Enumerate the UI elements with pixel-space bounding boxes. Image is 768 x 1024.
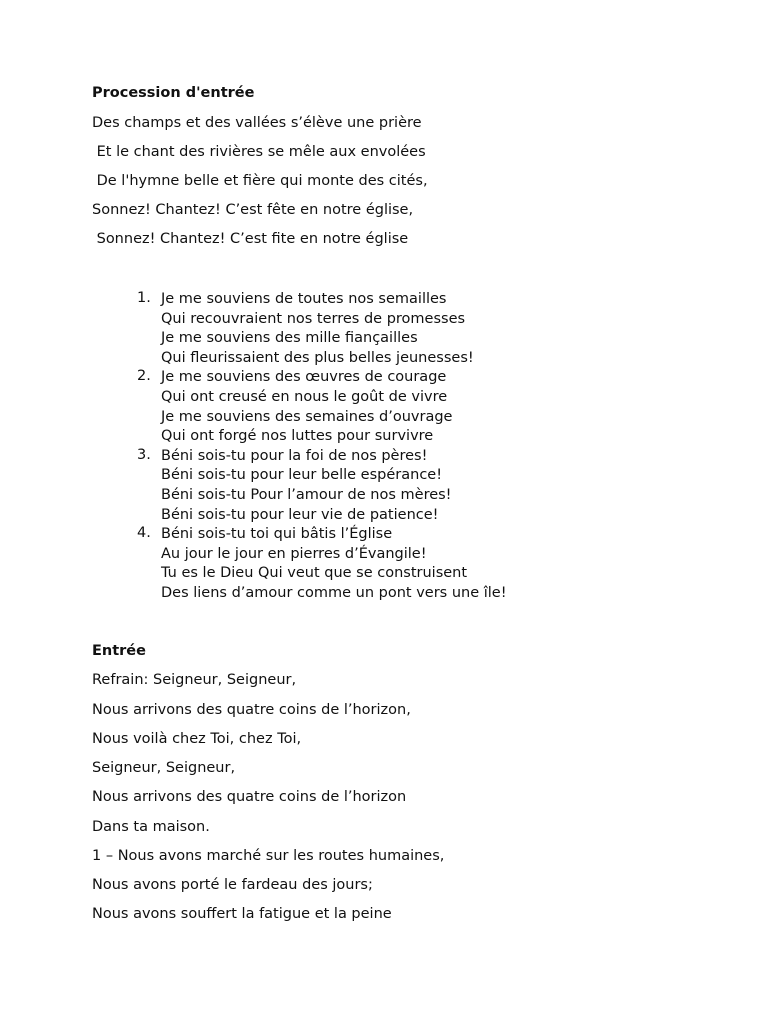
- paragraph: De l'hymne belle et fière qui monte des cités,: [92, 173, 428, 189]
- paragraph: 1 – Nous avons marché sur les routes humaines,: [92, 848, 445, 864]
- verse-line: Béni sois-tu pour leur vie de patience!: [161, 506, 439, 523]
- paragraph: Nous voilà chez Toi, chez Toi,: [92, 731, 302, 747]
- verse-line: Qui ont forgé nos luttes pour survivre: [161, 428, 434, 445]
- paragraph: Dans ta maison.: [92, 819, 210, 835]
- verse-line: Qui ont creusé en nous le goût de vivre: [161, 388, 448, 405]
- section-title-procession: Procession d'entrée: [92, 85, 255, 101]
- paragraph: Seigneur, Seigneur,: [92, 760, 236, 776]
- verse-item: [130, 290, 507, 368]
- paragraph: Et le chant des rivières se mêle aux envolées: [92, 144, 426, 160]
- verse-number: 4.: [137, 525, 151, 542]
- section-title-entree: Entrée: [92, 643, 146, 659]
- verse-line: Béni sois-tu Pour l’amour de nos mères!: [161, 486, 452, 503]
- paragraph: Sonnez! Chantez! C’est fite en notre église: [92, 231, 409, 247]
- verse-line: Béni sois-tu toi qui bâtis l’Église: [161, 526, 393, 543]
- verse-line: Je me souviens de toutes nos semailles: [161, 291, 447, 307]
- verse-line: Qui fleurissaient des plus belles jeunesses!: [161, 349, 474, 366]
- verse-line: Tu es le Dieu Qui veut que se construisent: [161, 565, 468, 582]
- verse-line: Je me souviens des mille fiançailles: [161, 330, 418, 347]
- verse-number: 1.: [137, 290, 151, 306]
- paragraph: Nous arrivons des quatre coins de l’horizon: [92, 789, 407, 805]
- paragraph: Nous arrivons des quatre coins de l’horizon,: [92, 702, 411, 718]
- verse-number: 2.: [137, 368, 151, 385]
- verse-line: Qui recouvraient nos terres de promesses: [161, 310, 466, 327]
- paragraph: Sonnez! Chantez! C’est fête en notre église,: [92, 202, 414, 218]
- verse-line: Je me souviens des semaines d’ouvrage: [161, 408, 453, 425]
- verse-line: Béni sois-tu pour la foi de nos pères!: [161, 447, 428, 464]
- verse-number: 3.: [137, 446, 151, 463]
- verse-line: Je me souviens des œuvres de courage: [161, 369, 447, 386]
- verse-item: [130, 525, 507, 603]
- paragraph: Refrain: Seigneur, Seigneur,: [92, 672, 297, 688]
- verse-line: Béni sois-tu pour leur belle espérance!: [161, 467, 443, 484]
- paragraph: Des champs et des vallées s’élève une prière: [92, 115, 422, 131]
- verse-list: [130, 290, 507, 604]
- paragraph: Nous avons souffert la fatigue et la peine: [92, 906, 392, 922]
- verse-item: [130, 368, 507, 446]
- verse-line: Au jour le jour en pierres d’Évangile!: [161, 545, 427, 562]
- verse-item: [130, 447, 507, 525]
- verse-line: Des liens d’amour comme un pont vers une île!: [161, 584, 507, 601]
- paragraph: Nous avons porté le fardeau des jours;: [92, 877, 373, 893]
